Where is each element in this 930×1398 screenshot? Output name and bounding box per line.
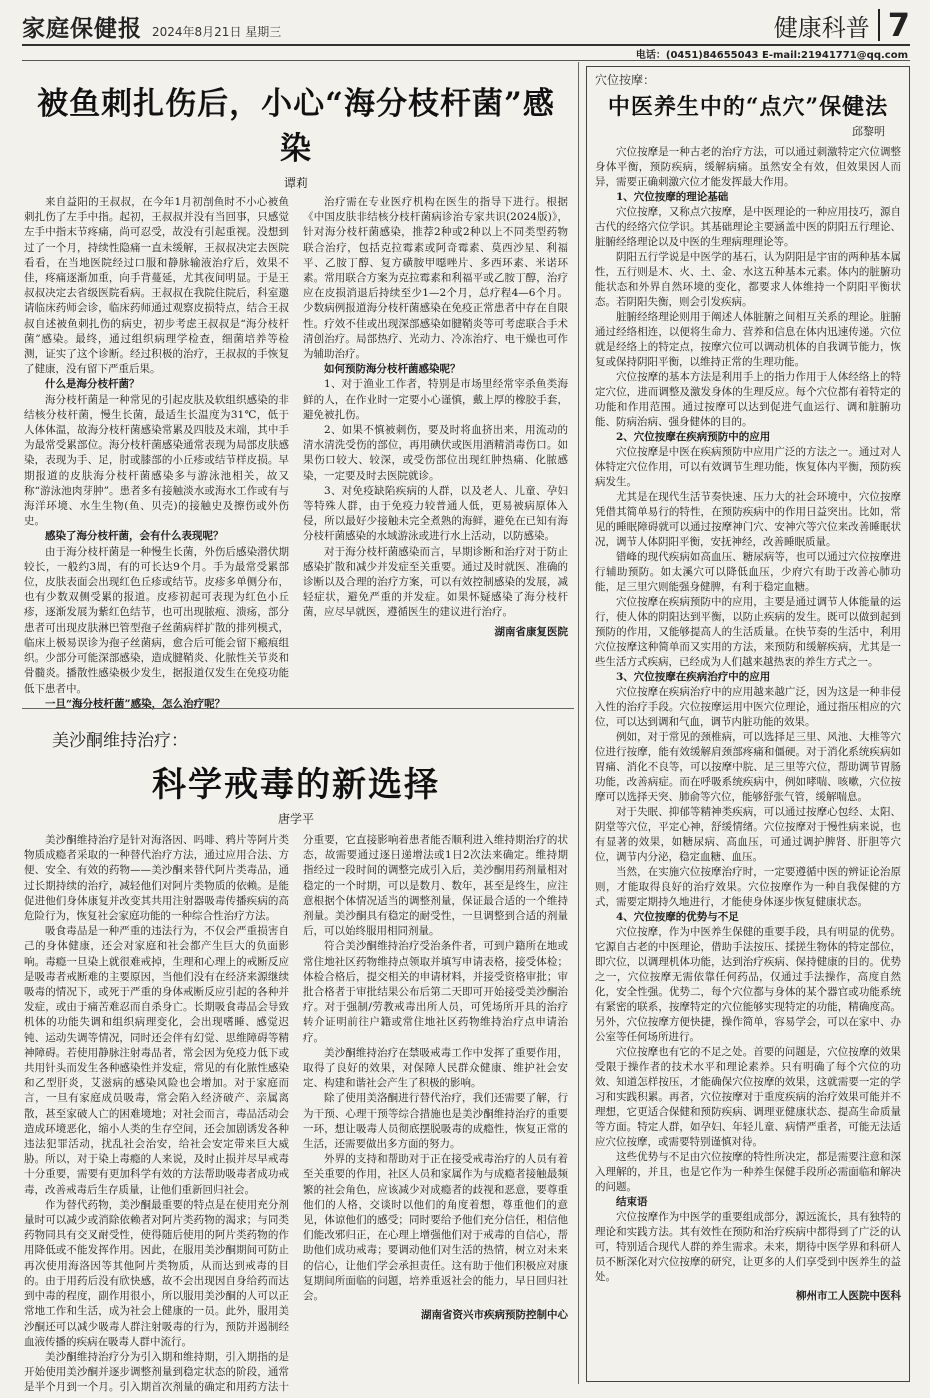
paragraph: 穴位按摩是中医在疾病预防中应用广泛的方法之一。通过对人体特定穴位作用，可以有效调节生理功能，恢复体内平衡，预防疾病发生。 <box>595 446 901 488</box>
paragraph: 例如，对于常见的颈椎病，可以选择足三里、风池、大椎等穴位进行按摩，能有效缓解肩颈部疼痛和僵硬。对于消化系统疾病如胃痛、消化不良等，可以按摩中脘、足三里等穴位，帮助调节胃肠功能，改善病症。而在呼吸系统疾病中，例如哮喘、咳嗽，穴位按摩可以选择天突、肺俞等穴位，能够舒张气管，缓解喘息。 <box>595 731 901 803</box>
article-title: 科学戒毒的新选择 <box>152 765 440 805</box>
subheading: 一旦“海分枝杆菌”感染，怎么治疗呢？ <box>45 697 226 710</box>
article-divider <box>22 708 574 709</box>
page-header <box>22 6 910 42</box>
article-source: 湖南省康复医院 <box>494 625 568 638</box>
article-body <box>22 833 570 1398</box>
article-title: 被鱼刺扎伤后，小心“海分枝杆菌”感染 <box>37 86 555 167</box>
paragraph: 当然，在实施穴位按摩治疗时，一定要遵循中医的辨证论治原则，才能取得良好的治疗效果。穴位按摩作为一种自我保健的方式，需要定期持久地进行，才能使身体逐步恢复健康状态。 <box>595 866 901 908</box>
article-methadone <box>22 726 570 1394</box>
paragraph: 穴位按摩，又称点穴按摩，是中医理论的一种应用技巧，源自古代的经络穴位学识。其基础理论主要涵盖中医的阴阳五行理论、脏腑经络理论以及中医的生理病理理论等。 <box>595 206 901 248</box>
article-acupressure <box>586 66 910 1382</box>
subheading: 3、穴位按摩在疾病治疗中的应用 <box>616 671 771 683</box>
paragraph: 错峰的现代疾病如高血压、糖尿病等，也可以通过穴位按摩进行辅助预防。如太溪穴可以降低血压，少府穴有助于改善心肺功能，足三里穴则能强身健脾，有利于稳定血糖。 <box>595 551 901 593</box>
paragraph: 穴位按摩是一种古老的治疗方法，可以通过刺激特定穴位调整身体平衡，预防疾病，缓解病痛。虽然安全有效，但效果因人而异，需要正确刺激穴位才能发挥最大作用。 <box>595 146 901 188</box>
section-header <box>774 6 910 44</box>
paragraph: 穴位按摩在疾病预防中的应用，主要是通过调节人体能量的运行，使人体的阴阳达到平衡，以防止疾病的发生。既可以做到起到预防的作用，又能够提高人的生活质量。在快节奏的生活中，利用穴位按摩这种简单而又实用的方法，来预防和缓解疾病，尤其是一些生活方式疾病，已经成为人们越来越热衷的养生方式之一。 <box>595 596 901 668</box>
contact-info: 电话：(0451)84655043 E-mail:21941771@qq.com <box>635 50 908 61</box>
article-author: 邱黎明 <box>852 125 885 138</box>
subheading: 感染了海分枝杆菌，会有什么表现呢？ <box>45 530 224 543</box>
article-author: 谭莉 <box>283 176 308 190</box>
paragraph: 脏腑经络理论则用于阐述人体脏腑之间相互关系的理论。脏腑通过经络相连，以便将生命力、营养和信息在体内迅速传递。穴位就是经络上的特定点，按摩穴位可以调动机体的自我调节能力，恢复或保持阴阳平衡，以维持正常的生理功能。 <box>595 311 901 368</box>
article-body <box>22 195 570 715</box>
paragraph: 外界的支持和帮助对于正在接受戒毒治疗的人员有着至关重要的作用，社区人员和家属作为与成瘾者接触最频繁的社会角色，应该减少对成瘾者的歧视和恶意，要尊重他们的人格，交谈时以他们的角度着想，尊重他们的意见，体谅他们的感受；同时要给予他们充分信任，相信他们能改邪归正，在心理上增强他们对于戒毒的自信心，帮助他们成功戒毒；要调动他们对生活的热情，树立对未来的信心，让他们学会承担责任。这有助于他们积极应对康复期间所面临的问题，培养重返社会的能力，早日回归社会。 <box>303 1153 568 1303</box>
article-source: 柳州市工人医院中医科 <box>796 1290 901 1302</box>
paragraph: 除了使用美洛酮进行替代治疗，我们还需要了解，行为干预、心理干预等综合措施也是美沙酮维持治疗的重要一环，想让吸毒人员彻底摆脱吸毒的成瘾性，恢复正常的生活，还需要做出多方面的努力。 <box>303 1092 568 1151</box>
paragraph: 尤其是在现代生活节奏快速、压力大的社会环境中，穴位按摩凭借其简单易行的特性，在预防疾病中的作用日益突出。比如，常见的睡眠障碍就可以通过按摩神门穴、安神穴等穴位来改善睡眠状况，调节人体阴阳平衡，安抚神经，改善睡眠质量。 <box>595 491 901 548</box>
paragraph: 对于失眠、抑郁等精神类疾病，可以通过按摩心包经、太阳、阴堂等穴位，平定心神，舒缓情绪。穴位按摩对于慢性病来说，也有显著的效果，如糖尿病、高血压，可通过调护脾肾、肝胆等穴位，调节内分泌，稳定血糖、血压。 <box>595 806 901 863</box>
paragraph: 穴位按摩在疾病治疗中的应用越来越广泛，因为这是一种非侵入性的治疗手段。穴位按摩运用中医穴位理论，通过指压相应的穴位，可以达到调和气血，调节内脏功能的效果。 <box>595 686 901 728</box>
paragraph: 穴位按摩的基本方法是利用手上的指力作用于人体经络上的特定穴位，进而调整及激发身体的生理反应。每个穴位都有着特定的功能和作用范围。通过按摩可以达到促进气血运行、调和脏腑功能、防病治病、强身健体的目的。 <box>595 371 901 428</box>
paragraph: 这些优势与不足由穴位按摩的特性所决定，都是需要注意和深入理解的，并且，也是它作为一种养生保健手段所必需面临和解决的问题。 <box>595 1151 901 1193</box>
paragraph: 来自益阳的王叔叔，在今年1月初剖鱼时不小心被鱼刺扎伤了左手中指。起初，王叔叔并没有当回事，只感觉左手中指末节疼痛，尚可忍受，故没有引起重视。没想到过了一个月，持续性隐痛一直未缓解，王叔叔决定去医院看看，在当地医院经过口服和静脉输液治疗后，效果不佳，疼痛逐渐加重，向手背蔓延，尤其夜间明显。于是王叔叔决定去省级医院看病。王叔叔在我院住院后，科室邀请临床药师会诊，临床药师通过观察皮损特点，结合王叔叔自述被鱼刺扎伤的病史，初步考虑王叔叔是“海分枝杆菌”感染。最终，通过组织病理学检查，细菌培养等检测，证实了这个诊断。经过积极的治疗，王叔叔的手恢复了健康，没有留下严重后果。 <box>24 196 289 376</box>
section-title: 健康科普 <box>773 13 870 42</box>
header-divider <box>878 9 880 41</box>
paragraph: 穴位按摩也有它的不足之处。首要的问题是，穴位按摩的效果受限于操作者的技术水平和理论素养。只有明确了每个穴位的功效、知道怎样按压，才能确保穴位按摩的效果，这就需要一定的学习和实践积累。再者，穴位按摩对于重度疾病的治疗效果可能并不理想，它更适合保健和预防疾病、调理亚健康状态、提高生命质量等方面。特定人群，如孕妇、年轻儿童、病情严重者，可能无法适应穴位按摩，或需要特别谨慎对待。 <box>595 1046 901 1148</box>
masthead <box>22 10 281 43</box>
subheading: 4、穴位按摩的优势与不足 <box>616 911 739 923</box>
paragraph: 1、对于渔业工作者，特别是市场里经常宰杀鱼类海鲜的人，在作业时一定要小心谨慎，戴上厚的橡胶手套，避免被扎伤。 <box>303 378 568 421</box>
paragraph: 穴位按摩作为中医学的重要组成部分，源远流长，具有独特的理论和实践方法。其有效性在预防和治疗疾病中都得到了广泛的认可，特别适合现代人群的养生需求。未来，期待中医学界和科研人员不断深化对穴位按摩的研究，让更多的人们享受到中医养生的益处。 <box>595 1211 901 1283</box>
paragraph: 由于海分枝杆菌是一种慢生长菌，外伤后感染潜伏期较长，一般约3周，有的可长达9个月。手为最常受累部位，皮肤表面会出现红色丘疹或结节。皮疹多单侧分布，也有少数双侧受累的报道。皮疹初起可表现为红色小丘疹，逐渐发展为紫红色结节，也可出现脓疱、溃疡，部分患者可出现皮肤淋巴管型孢子丝菌病样扩散的排列模式，临床上极易误诊为孢子丝菌病，愈合后可能会留下瘢痕组织。少部分可能深部感染，造成腱鞘炎、化脓性关节炎和骨髓炎。播散性感染极少发生，据报道仅发生在免疫功能低下患者中。 <box>24 545 289 695</box>
paragraph: 对于海分枝杆菌感染而言，早期诊断和治疗对于防止感染扩散和减少并发症至关重要。通过及时就医、准确的诊断以及合理的治疗方案，可以有效控制感染的发展，减轻症状，避免严重的并发症。如果怀疑感染了海分枝杆菌，应尽早就医，遵循医生的建议进行治疗。 <box>303 545 568 619</box>
subheading: 什么是海分枝杆菌？ <box>45 378 140 391</box>
subheading: 如何预防海分枝杆菌感染呢？ <box>324 363 461 376</box>
page-number: 7 <box>887 6 910 44</box>
paragraph: 吸食毒品是一种严重的违法行为，不仅会严重损害自己的身体健康，还会对家庭和社会都产生巨大的负面影响。毒瘾一旦染上就很难戒掉，生理和心理上的戒断反应是吸毒者戒断难的主要原因，当他们没有在经济来源继续吸毒的情况下，或死于严重的身体戒断反应引起的各种并发症，或由于痛苦难忍而自杀身亡。长期吸食毒品会导致机体的功能失调和组织病理变化，会出现嗜睡、感觉迟钝、运动失调等情况，同时还会伴有幻觉、思维障碍等精神障碍。若使用静脉注射毒品者，常会因为免疫力低下或共用针头而发生各种感染性并发症，常见的有化脓性感染和乙型肝炎，艾滋病的感染风险也会增加。对于家庭而言，一旦有家庭成员吸毒，常会陷入经济破产、亲属离散，甚至家破人亡的困难境地；对社会而言，毒品活动会造成环境恶化，缩小人类的生存空间，还会加剧诱发各种违法犯罪活动，扰乱社会治安，给社会安定带来巨大威胁。所以，对于染上毒瘾的人来说，及时止损并尽早戒毒十分重要，需要有更加科学有效的方法帮助吸毒者成功戒毒，改善戒毒后生存质量，让他们重新回归社会。 <box>24 925 289 1196</box>
article-fish-bone <box>22 66 570 710</box>
article-kicker: 美沙酮维持治疗： <box>52 731 188 751</box>
newspaper-name: 家庭保健报 <box>22 16 142 42</box>
paragraph: 美沙酮维持治疗是针对海洛因、吗啡、鸦片等阿片类物质成瘾者采取的一种替代治疗方法，通过应用合法、方便、安全、有效的药物——美沙酮来替代阿片类毒品，通过长期持续的治疗，减轻他们对阿片类物质的依赖。是能促进他们身体康复并改变其共用注射器吸毒传播疾病的高危险行为，恢复社会家庭功能的一种综合性治疗方法。 <box>24 834 289 923</box>
paragraph: 阴阳五行学说是中医学的基石，认为阴阳是宇宙的两种基本属性，五行则是木、火、土、金、水这五种基本元素。体内的脏腑功能状态和外界自然环境的变化，都要求人体维持一个阴阳平衡状态。若阴阳失衡，则会引发疾病。 <box>595 251 901 308</box>
article-kicker: 穴位按摩： <box>595 73 656 87</box>
article-author: 唐学平 <box>277 812 314 826</box>
column-divider <box>578 62 579 1384</box>
subheading: 2、穴位按摩在疾病预防中的应用 <box>616 431 771 443</box>
paragraph: 海分枝杆菌是一种常见的引起皮肤及软组织感染的非结核分枝杆菌，慢生长菌，最适生长温度为31℃，低于人体体温，故海分枝杆菌感染常累及四肢及末端，其中手为最常受累部位。海分枝杆菌感染通常表现为局部皮肤感染，表现为手、足，肘或膝部的小丘疹或结节样皮损。早期报道的皮肤海分枝杆菌感染多与游泳池相关，故又称“游泳池肉芽肿”。患者多有接触淡水或海水工作或有与海洋环境、水生生物(鱼、贝壳)的接触史及擦伤或外伤史。 <box>24 393 289 528</box>
paragraph: 2、如果不慎被刺伤，要及时将血挤出来，用流动的清水清洗受伤的部位，再用碘伏或医用酒精消毒伤口。如果伤口较大、较深，或受伤部位出现红肿热痛、化脓感染，一定要及时去医院就诊。 <box>303 424 568 482</box>
paragraph: 3、对免疫缺陷疾病的人群，以及老人、儿童、孕妇等特殊人群，由于免疫力较普通人低，更易被病原体入侵，所以最好少接触未完全煮熟的海鲜，避免在已知有海分枝杆菌感染的水域游泳或进行水上活动，以防感染。 <box>303 484 568 543</box>
issue-date: 2024年8月21日 星期三 <box>152 25 282 39</box>
paragraph: 治疗需在专业医疗机构在医生的指导下进行。根据《中国皮肤非结核分枝杆菌病诊治专家共识(2024版)》，针对海分枝杆菌感染，推荐2种或2种以上不同类型药物联合治疗，包括克拉霉素或阿奇霉素、莫西沙星、利福平、乙胺丁醇、复方磺胺甲噁唑片、多西环素、米诺环素。常用联合方案为克拉霉素和利福平或乙胺丁醇，治疗应在皮损消退后持续至少1—2个月，总疗程4—6个月。少数病例报道海分枝杆菌感染在免疫正常患者中存在自限性。疗效不佳或出现深部感染如腱鞘炎等可考虑联合手术清创治疗。局部热疗、光动力、冷冻治疗、电干燥也可作为辅助治疗。 <box>303 196 568 361</box>
paragraph: 美沙酮维持治疗分为引入期和维持期，引入期指的是开始使用美沙酮并逐步调整剂量到稳定状态的阶段，通常是半个月到一个月。引入期首次剂量的确定和用药方法十分重要，它直接影响着患者能否顺利进入维持期治疗的状态，故需要通过逐日递增法或1日2次法来确定。维持期指经过一段时间的调整完成引入后，美沙酮用药剂量相对稳定的一个时期，可以是数月、数年，甚至是终生，应注意根据个体情况适当的调整剂量，保证最合适的一个维持剂量。美沙酮具有稳定的耐受性，一旦调整到合适的剂量后，可以始终服用相同剂量。 <box>24 834 568 1394</box>
paragraph: 穴位按摩，作为中医养生保健的重要手段，具有明显的优势。它源自古老的中医理论，借助手法按压、揉搓生物体的特定部位，即穴位，以调理机体功能，达到治疗疾病、保持健康的目的。优势之一，穴位按摩无需依靠任何药品，仅通过手法操作，高度自然化，安全性强。优势二，每个穴位都与身体的某个器官或功能系统有紧密的联系，按摩特定的穴位能够实现特定的功能，精确度高。另外，穴位按摩方便快捷，操作简单，容易学会，可以在家中、办公室等任何场所进行。 <box>595 926 901 1043</box>
article-title: 中医养生中的“点穴”保健法 <box>607 94 889 120</box>
subheading: 结束语 <box>616 1196 648 1208</box>
paragraph: 美沙酮维持治疗在禁吸戒毒工作中发挥了重要作用，取得了良好的效果，对保障人民群众健康、维护社会安定、构建和谐社会产生了积极的影响。 <box>303 1046 568 1090</box>
article-body <box>595 145 901 1304</box>
paragraph: 作为替代药物，美沙酮最重要的特点是在使用充分剂量时可以减少或消除依赖者对阿片类药物的渴求；与同类药物同具有交叉耐受性，使得随后使用的阿片类药物的作用降低或不能发挥作用。因此，在服用美沙酮期间可防止再次使用海洛因等其他阿片类物质，从而达到戒毒的目的。由于用药后没有欣快感，故不会出现因自身给药而达到中毒的程度，副作用很小，所以服用美沙酮的人可以正常地工作和生活，成为社会上健康的一员。此外，服用美沙酮还可以减少吸毒人群注射吸毒的行为，预防并遏制经血液传播的疾病在吸毒人群中流行。 <box>24 1198 289 1348</box>
subheading: 1、穴位按摩的理论基础 <box>616 191 729 203</box>
contact-rule <box>22 60 910 61</box>
paragraph: 符合美沙酮维持治疗受治条件者，可到户籍所在地或常住地社区药物维持点领取并填写申请表格，接受体检；体检合格后，提交相关的申请材料，并接受资格审批；审批合格者于审批结果公布后第二天即可开始接受美沙酮治疗。对于强制/劳教戒毒出所人员，可凭场所开具的治疗转介证明前往户籍或常住地社区药物维持治疗点申请治疗。 <box>303 940 568 1044</box>
article-source: 湖南省资兴市疾病预防控制中心 <box>421 1309 568 1322</box>
